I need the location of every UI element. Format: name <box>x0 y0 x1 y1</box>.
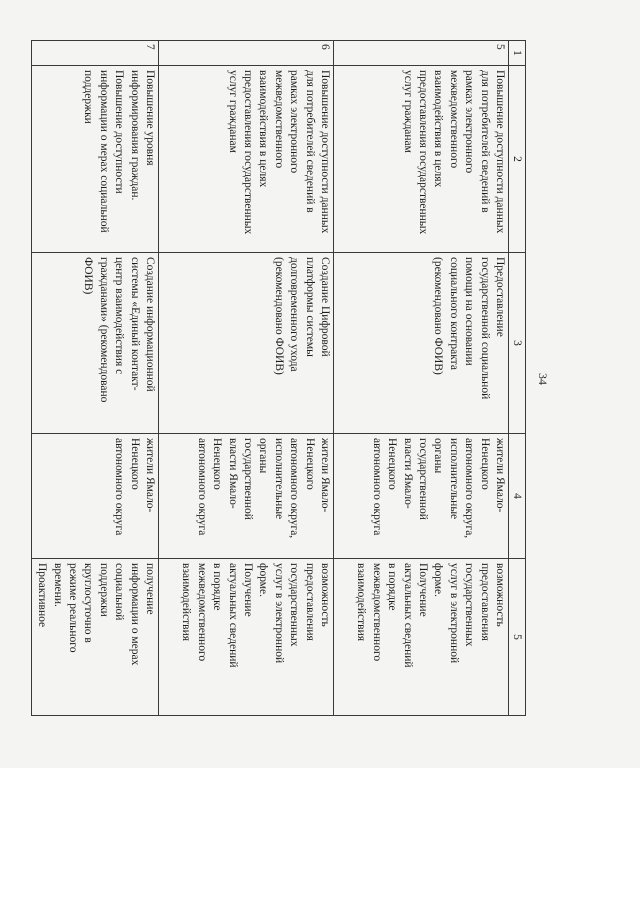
blank-area <box>0 768 640 905</box>
result-text: получение информации о мерах социальной поддержки круглосуточно в режиме реального времени. Проактивное <box>36 563 156 666</box>
recipients-cell <box>32 434 159 559</box>
measure-text: Создание Цифровой платформы системы долговременного ухода (рекомендовано ФОИВ) <box>272 257 331 375</box>
recipients-cell <box>159 434 334 559</box>
page-number: 34 <box>536 373 550 385</box>
table-row <box>159 41 334 716</box>
measure-cell <box>32 253 159 434</box>
measure-text: Создание информационной системы «Единый контакт- центр взаимодействия с гражданами» (рекомендовано ФОИВ) <box>82 257 156 403</box>
goal-cell <box>159 66 334 253</box>
goal-text: Повышение уровня информирования граждан. Повышение доступности информации о мерах социальной поддержки <box>82 70 156 233</box>
rotated-content <box>36 40 566 712</box>
result-text: возможность предоставления государственных услуг в электронной форме. Получение актуальных сведений в порядке межведомственного взаимодействия <box>180 563 331 668</box>
header-col-5: 5 <box>509 559 526 716</box>
row-number: 6 <box>159 41 334 66</box>
recipients-text: жители Ямало- Ненецкого автономного округа, исполнительные органы государственной власти Ямало- Ненецкого автономного округа <box>195 438 331 539</box>
recipients-text: жители Ямало- Ненецкого автономного округа <box>113 438 156 536</box>
result-cell <box>159 559 334 716</box>
goal-text: Повышение доступности данных для потребителей сведений в рамках электронного межведомственного взаимодействия в целях предоставления государственных услуг гражданам <box>401 70 506 235</box>
result-cell <box>32 559 159 716</box>
header-col-3: 3 <box>509 253 526 434</box>
result-cell <box>334 559 509 716</box>
table-row <box>334 41 509 716</box>
measure-cell <box>334 253 509 434</box>
table-row <box>32 41 159 716</box>
measure-text: Предоставление государственной социальной помощи на основании социального контракта (рекомендовано ФОИВ) <box>432 257 506 400</box>
goal-cell <box>334 66 509 253</box>
measures-table <box>31 40 526 716</box>
result-text: возможность предоставления государственных услуг в электронной форме. Получение актуальных сведений в порядке межведомственного взаимодействия <box>355 563 506 668</box>
measure-cell <box>159 253 334 434</box>
recipients-text: жители Ямало- Ненецкого автономного округа, исполнительные органы государственной власти Ямало- Ненецкого автономного округа <box>370 438 506 539</box>
header-col-4: 4 <box>509 434 526 559</box>
row-number: 7 <box>32 41 159 66</box>
recipients-cell <box>334 434 509 559</box>
header-col-1: 1 <box>509 41 526 66</box>
goal-text: Повышение доступности данных для потребителей сведений в рамках электронного межведомственного взаимодействия в целях предоставления государственных услуг гражданам <box>226 70 331 235</box>
goal-cell <box>32 66 159 253</box>
row-number: 5 <box>334 41 509 66</box>
header-col-2: 2 <box>509 66 526 253</box>
table-header-row <box>509 41 526 716</box>
